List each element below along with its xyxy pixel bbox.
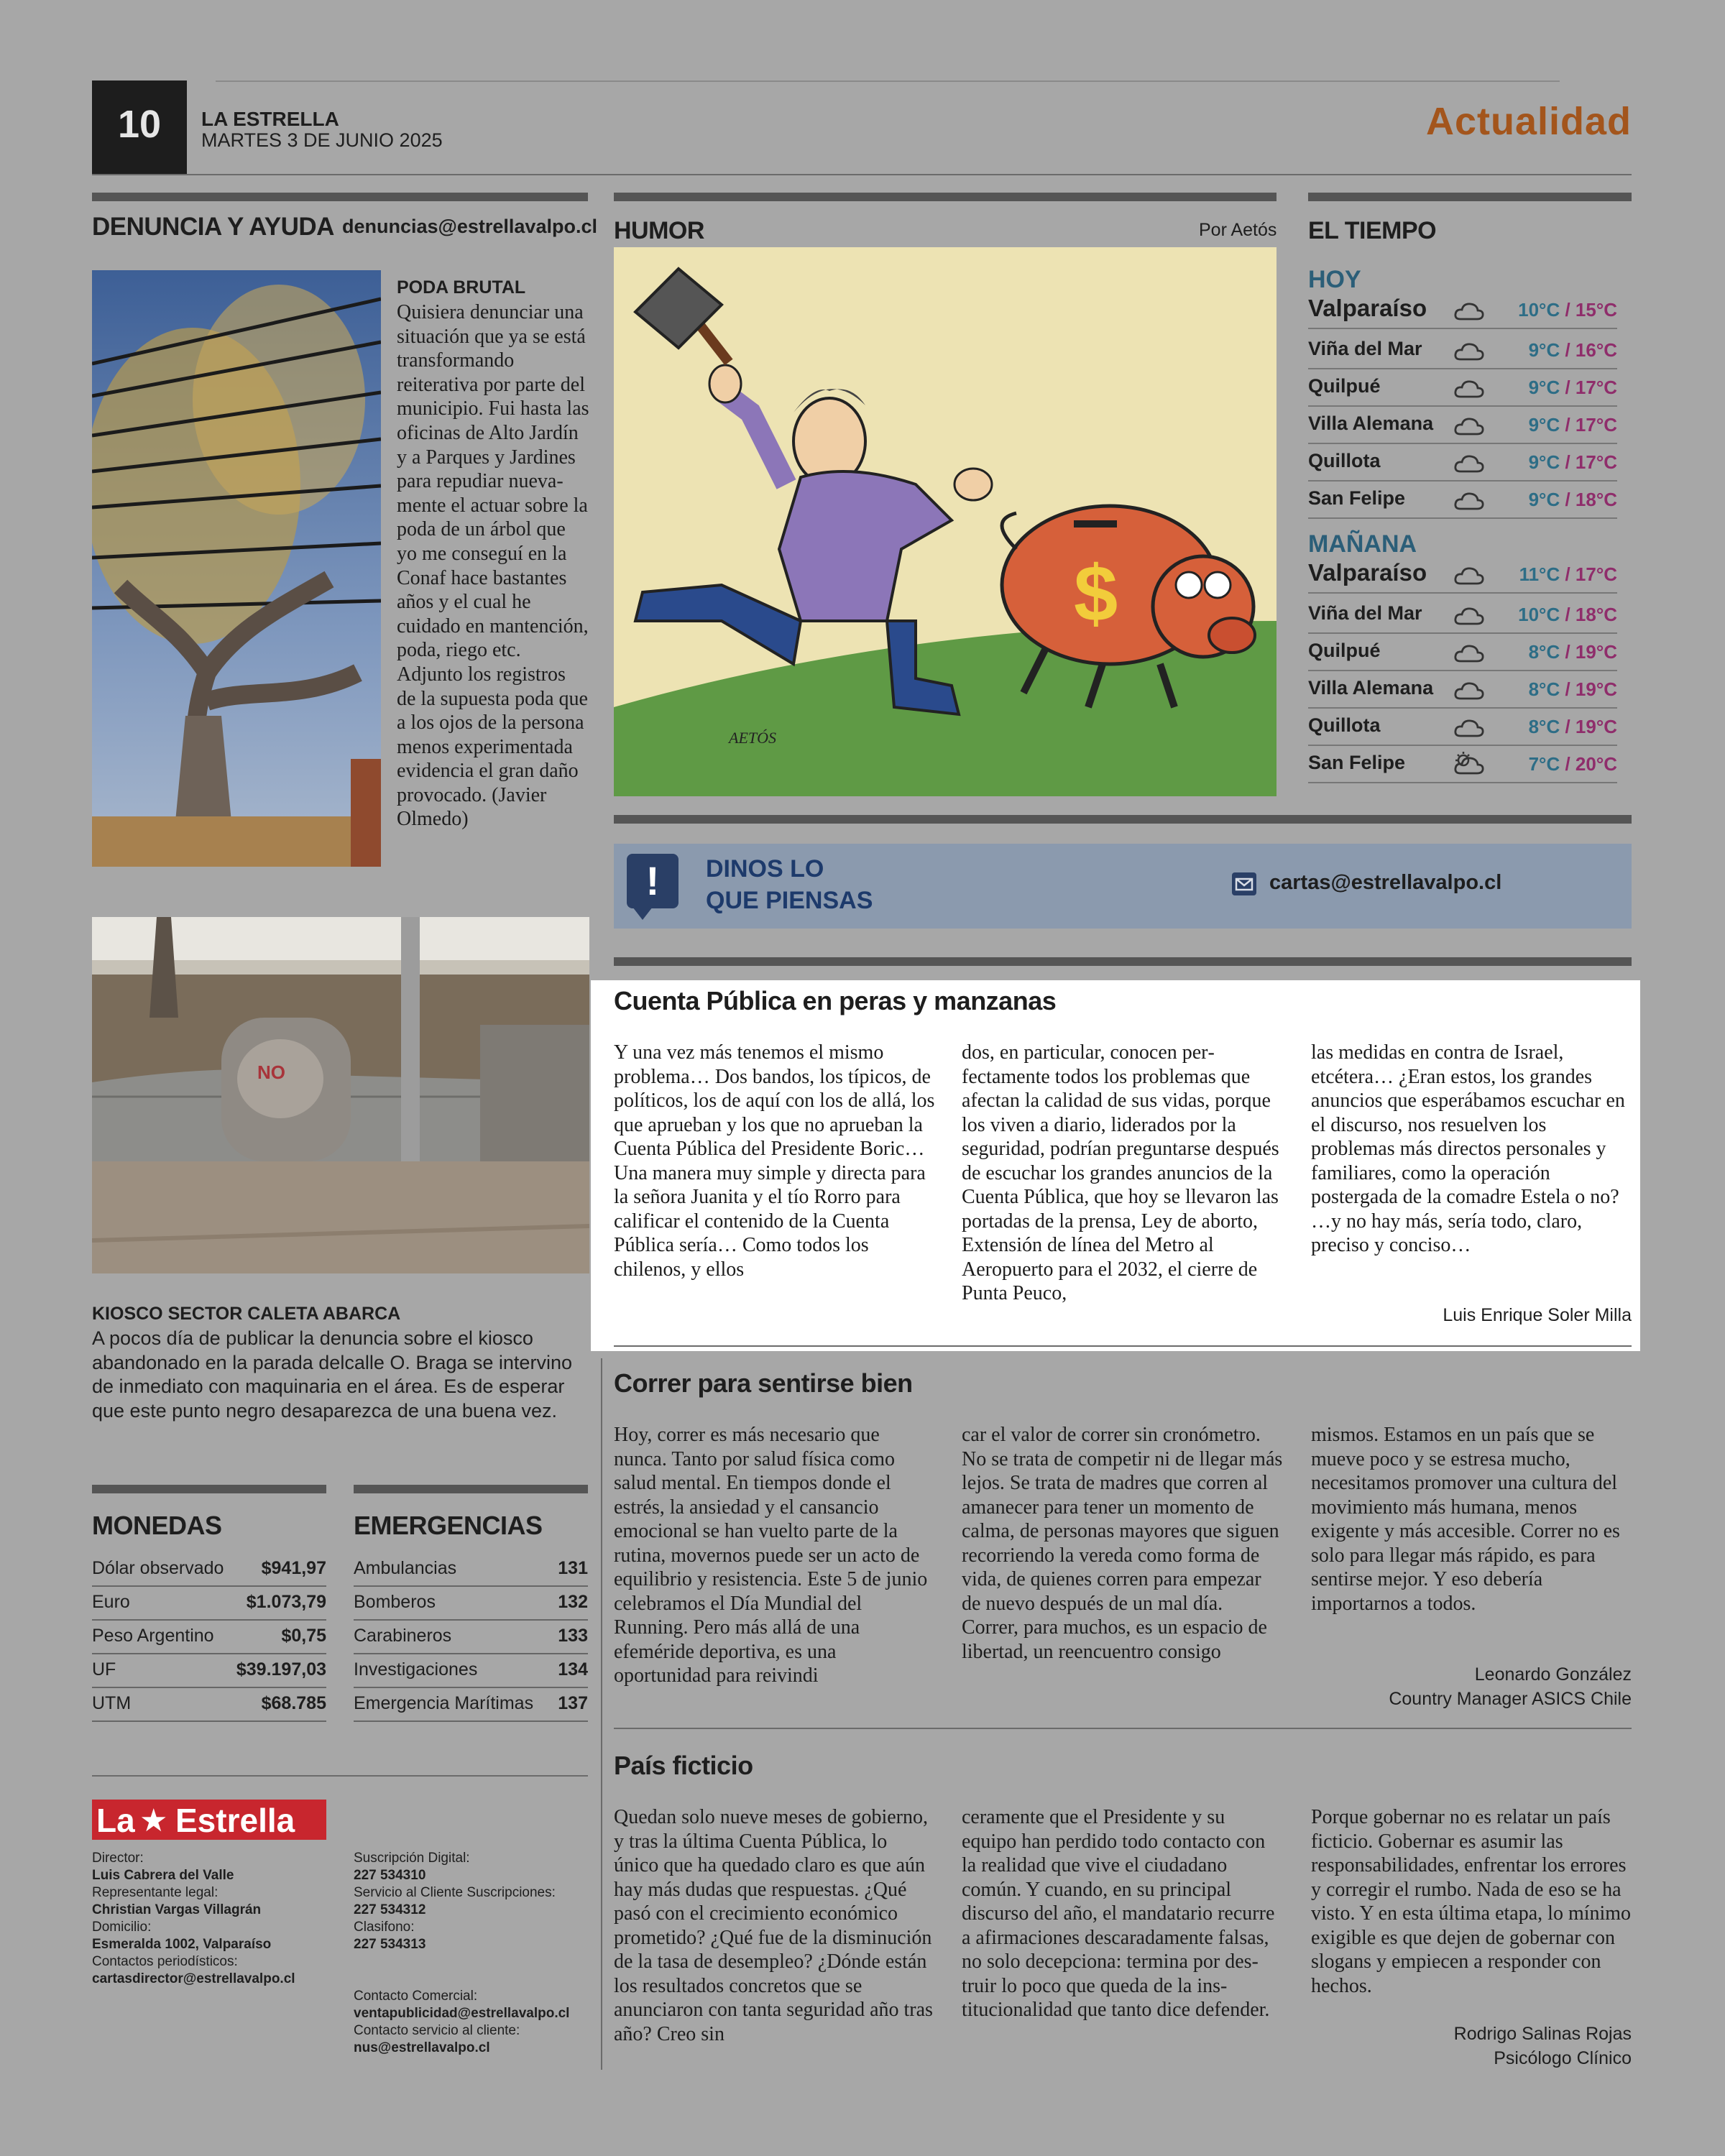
client: 227 534312: [354, 1902, 426, 1917]
emergencias-label: Carabineros: [354, 1626, 452, 1646]
letter2-col3: mismos. Estamos en un país que se mueve poco y se estresa mucho, necesitamos promover una cultura del movimiento más humana, menos exigente y más accesible. Correr no es solo para llegar más rápido, es para sentirse mejor. Y eso debería importarnos a todos.: [1311, 1424, 1620, 1615]
emergencias-row: [354, 1687, 588, 1722]
emergencias-bar: [354, 1485, 588, 1493]
monedas-label: Euro: [92, 1592, 130, 1612]
weather-temp: [1529, 377, 1617, 399]
weather-temp: [1529, 753, 1617, 775]
letter1-col3: las medidas en contra de Israel, etcétera… ¿Eran estos, los grandes anuncios que esperábamos escuchar en el discurso, nos resuelven los problemas más directos personales y familiares, como la operación postergada de la comadre Estela o no? …y no hay más, sería todo, claro, preciso y conciso…: [1311, 1041, 1625, 1256]
weather-city: Valparaíso: [1308, 559, 1427, 586]
partly-cloudy-icon: [1453, 752, 1485, 776]
weather-city: Quillota: [1308, 450, 1381, 471]
dinos-line1: DINOS LO: [706, 855, 824, 883]
item2-text: A pocos día de publicar la denuncia sobre el kiosco abandonado en la parada delcalle O. Braga se intervino de inmediato con maquinaria en el área. Es de esperar que este punto negro desaparezca de una buena vez.: [92, 1327, 572, 1422]
temp-low: 9°C: [1528, 339, 1560, 361]
letter3-author: Rodrigo Salinas Rojas: [1453, 2024, 1632, 2044]
temp-low: 9°C: [1528, 451, 1560, 473]
denuncia-email[interactable]: denuncias@estrellavalpo.cl: [342, 216, 597, 237]
temp-high: 18°C: [1575, 604, 1617, 625]
denuncia-title: DENUNCIA Y AYUDA: [92, 213, 334, 241]
temp-separator: /: [1560, 377, 1576, 398]
today-label: HOY: [1308, 266, 1361, 293]
weather-city: Villa Alemana: [1308, 413, 1434, 434]
temp-high: 16°C: [1575, 339, 1617, 361]
cloud-icon: [1453, 714, 1485, 739]
monedas-label: UTM: [92, 1693, 132, 1713]
rep-label: Representante legal:: [92, 1885, 218, 1900]
letter1-bottom-rule: [614, 1345, 1632, 1347]
weather-temp: [1529, 414, 1617, 436]
letter2-role: Country Manager ASICS Chile: [1389, 1689, 1632, 1709]
temp-separator: /: [1560, 489, 1576, 510]
emergencias-title: EMERGENCIAS: [354, 1511, 543, 1540]
letter1-col2: dos, en particular, conocen perfectamente todos los problemas que afectan la calidad de sus vidas, porque los viven a diario, liderados por la seguridad, podrían preguntarse después de escuchar los grandes anuncios de la Cuenta Pública, que hoy se llevaron las portadas de la prensa, Ley de aborto, Extensión de línea del Metro al Aeropuerto para el 2032, el cierre de Punta Peuco,: [962, 1041, 1279, 1304]
dom: Esmeralda 1002, Valparaíso: [92, 1937, 272, 1952]
rep: Christian Vargas Villagrán: [92, 1902, 262, 1917]
temp-separator: /: [1560, 451, 1576, 473]
monedas-label: UF: [92, 1659, 116, 1680]
weather-city: Quilpué: [1308, 640, 1381, 661]
letter2-col2: car el valor de correr sin cronómetro. No se trata de competir ni de llegar más lejos. Se trata de madres que corren al amanecer para tener un momento de calma, de personas mayores que siguen recorriendo la vereda como forma de vida, de quienes corren para empezar de nuevo después de un mal día. Correr, para muchos, es un espacio de libertad, un reencuentro consigo: [962, 1424, 1283, 1663]
temp-low: 10°C: [1518, 299, 1560, 321]
cartoon-signature: AETÓS: [729, 729, 776, 747]
temp-separator: /: [1560, 299, 1576, 321]
temp-high: 15°C: [1575, 299, 1617, 321]
tomorrow-label: MAÑANA: [1308, 530, 1417, 558]
weather-temp: [1529, 641, 1617, 663]
weather-row: [1308, 558, 1617, 594]
monedas-title: MONEDAS: [92, 1511, 222, 1540]
emergencias-value: 137: [558, 1693, 588, 1713]
monedas-row: [92, 1687, 326, 1722]
weather-row: [1308, 747, 1617, 783]
page-number-box: [92, 80, 187, 174]
staff-right: [354, 1850, 591, 2057]
logo-right: Estrella: [175, 1802, 295, 1839]
temp-high: 19°C: [1575, 716, 1617, 737]
letter2-title: Correr para sentirse bien: [614, 1368, 913, 1398]
speech-bubble-icon: !: [627, 854, 678, 908]
monedas-bar: [92, 1485, 326, 1493]
temp-separator: /: [1560, 339, 1576, 361]
weather-city: San Felipe: [1308, 752, 1406, 773]
weather-row: [1308, 673, 1617, 709]
client-label: Servicio al Cliente Suscripciones:: [354, 1885, 556, 1900]
temp-high: 17°C: [1575, 451, 1617, 473]
temp-low: 9°C: [1528, 414, 1560, 436]
temp-low: 8°C: [1528, 716, 1560, 737]
temp-high: 18°C: [1575, 489, 1617, 510]
contact-label: Contactos periodísticos:: [92, 1954, 238, 1969]
letter3-role: Psicólogo Clínico: [1494, 2048, 1632, 2068]
weather-city: Viña del Mar: [1308, 338, 1422, 359]
clasif: 227 534313: [354, 1937, 426, 1952]
cloud-icon: [1453, 677, 1485, 701]
emergencias-value: 132: [558, 1592, 588, 1612]
temp-low: 11°C: [1519, 563, 1560, 585]
weather-city: Valparaíso: [1308, 295, 1427, 321]
letter2-bottom-rule: [614, 1728, 1632, 1729]
weather-temp: [1529, 678, 1617, 701]
svg-text:$: $: [1074, 550, 1118, 638]
weather-row: [1308, 635, 1617, 671]
temp-separator: /: [1560, 678, 1576, 700]
emergencias-row: [354, 1654, 588, 1688]
weather-temp: [1519, 563, 1617, 586]
cloud-icon: [1453, 487, 1485, 512]
svg-text:NO: NO: [257, 1061, 285, 1083]
emergencias-label: Bomberos: [354, 1592, 436, 1612]
section-title: Actualidad: [1425, 100, 1632, 143]
monedas-value: $68.785: [261, 1693, 326, 1713]
humor-bar: [614, 193, 1276, 201]
cloud-icon: [1453, 298, 1485, 322]
envelope-icon: [1232, 872, 1256, 895]
monedas-row: [92, 1552, 326, 1587]
weather-city: Quillota: [1308, 714, 1381, 736]
weather-temp: [1529, 716, 1617, 738]
tiempo-title: EL TIEMPO: [1308, 217, 1437, 244]
letter3-col3: Porque gobernar no es relatar un país ficticio. Gobernar es asumir las responsabilidades, enfrentar los errores y corregir el rumbo. Nada de eso se ha visto. Y en esta última etapa, lo mínimo exigible es que dejen de gobernar con slogans y empiecen a responder con hechos.: [1311, 1806, 1632, 1997]
sub: 227 534310: [354, 1868, 426, 1883]
sub-label: Suscripción Digital:: [354, 1851, 470, 1866]
humor-title: HUMOR: [614, 217, 704, 244]
weather-row: [1308, 483, 1617, 519]
temp-high: 17°C: [1575, 414, 1617, 436]
cloud-icon: [1453, 602, 1485, 627]
serv[interactable]: nus@estrellavalpo.cl: [354, 2040, 490, 2055]
cartoon: [614, 247, 1276, 796]
weather-temp: [1518, 604, 1617, 626]
page-number: 10: [117, 103, 162, 146]
temp-separator: /: [1560, 716, 1576, 737]
letter3-col1: Quedan solo nueve meses de gobierno, y tras la última Cuenta Pública, lo único que ha quedado claro es que aún hay más dudas que respuestas. ¿Qué pasó con el crecimiento económico prometido? ¿Qué fue de la disminución de la tasa de desempleo? ¿Dónde están los resultados concretos que se anunciaron con tanta seguridad año tras año? Creo sin: [614, 1806, 933, 2045]
temp-separator: /: [1560, 641, 1576, 663]
weather-row: [1308, 710, 1617, 746]
item1-text: Quisiera denunciar una situación que ya se está transformando reiterativa por parte del municipio. Fui hasta las oficinas de Alto Jardín y a Parques y Jardines para repudiar nuevamente el actuar sobre la poda de un árbol que yo me conseguí en la Conaf hace bastantes años y el cual he cuidado en mantención, poda, riego etc. Adjunto los registros de la supuesta poda que a los ojos de la persona menos experimentada evidencia el gran daño provocado. (Javier Olmedo): [397, 301, 589, 831]
monedas-row: [92, 1586, 326, 1621]
monedas-row: [92, 1620, 326, 1654]
header-bottom-rule: [92, 174, 1632, 175]
temp-high: 19°C: [1575, 641, 1617, 663]
dinos-banner: [614, 844, 1632, 929]
com[interactable]: ventapublicidad@estrellavalpo.cl: [354, 2006, 570, 2021]
column-divider: [601, 1358, 602, 2070]
cloud-icon: [1453, 562, 1485, 586]
weather-row: [1308, 408, 1617, 444]
emergencias-label: Investigaciones: [354, 1659, 478, 1680]
monedas-value: $0,75: [281, 1626, 326, 1646]
temp-low: 8°C: [1528, 678, 1560, 700]
logo: [92, 1800, 326, 1840]
serv-label: Contacto servicio al cliente:: [354, 2023, 520, 2038]
temp-high: 17°C: [1575, 377, 1617, 398]
emergencias-value: 133: [558, 1626, 588, 1646]
director-label: Director:: [92, 1851, 144, 1866]
weather-temp: [1529, 339, 1617, 361]
weather-row: [1308, 446, 1617, 482]
monedas-row: [92, 1654, 326, 1688]
weather-row: [1308, 293, 1617, 329]
humor-credit: Por Aetós: [1199, 220, 1277, 240]
star-icon: ★: [139, 1803, 168, 1838]
letter2-col1: Hoy, correr es más necesario que nunca. Tanto por salud física como salud mental. En tiempos donde el estrés, la ansiedad y el cansancio emocional se han vuelto parte de la rutina, movernos puede ser un acto de equilibrio y resistencia. Este 5 de junio celebramos el Día Mundial del Running. Pero más allá de una efeméride deportiva, es una oportunidad para reivindi: [614, 1424, 928, 1687]
temp-separator: /: [1560, 604, 1576, 625]
weather-row: [1308, 598, 1617, 634]
temp-low: 8°C: [1528, 641, 1560, 663]
dinos-line2: QUE PIENSAS: [706, 887, 873, 914]
kiosk-photo: [92, 917, 589, 1273]
cloud-icon: [1453, 413, 1485, 437]
emergencias-row: [354, 1586, 588, 1621]
temp-low: 10°C: [1518, 604, 1560, 625]
temp-separator: /: [1560, 753, 1576, 775]
clasif-label: Clasifono:: [354, 1920, 415, 1935]
temp-low: 9°C: [1528, 489, 1560, 510]
letter1-title: Cuenta Pública en peras y manzanas: [614, 986, 1057, 1015]
emergencias-value: 134: [558, 1659, 588, 1680]
letter2-author: Leonardo González: [1474, 1664, 1632, 1685]
com-label: Contacto Comercial:: [354, 1989, 478, 2004]
cloud-icon: [1453, 338, 1485, 362]
temp-high: 20°C: [1575, 753, 1617, 775]
item2-title: KIOSCO SECTOR CALETA ABARCA: [92, 1304, 401, 1324]
weather-temp: [1529, 489, 1617, 511]
paper-name: LA ESTRELLA: [201, 108, 339, 130]
weather-row: [1308, 371, 1617, 407]
dinos-bar: [614, 815, 1632, 824]
cloud-icon: [1453, 640, 1485, 664]
issue-date: MARTES 3 DE JUNIO 2025: [201, 129, 443, 151]
speech-bubble-tail: [632, 907, 653, 920]
cloud-icon: [1453, 450, 1485, 474]
letter1-col1: Y una vez más tenemos el mismo problema… Dos bandos, los típicos, de políticos, los de aquí con los de allá, los que aprueban y los que no aprueban la Cuenta Pública del Presidente Boric… Una manera muy simple y directa para la señora Juanita y el tío Rorro para calificar el contenido de la Cuenta Pública sería… Como todos los chilenos, y ellos: [614, 1041, 935, 1281]
weather-city: Quilpué: [1308, 375, 1381, 397]
letters-bar: [614, 957, 1632, 966]
emergencias-label: Emergencia Marítimas: [354, 1693, 534, 1713]
emergencias-row: [354, 1620, 588, 1654]
monedas-label: Dólar observado: [92, 1558, 224, 1578]
emergencias-value: 131: [558, 1558, 588, 1578]
tiempo-bar: [1308, 193, 1632, 201]
temp-separator: /: [1560, 414, 1576, 436]
temp-high: 19°C: [1575, 678, 1617, 700]
contact[interactable]: cartasdirector@estrellavalpo.cl: [92, 1971, 295, 1986]
temp-low: 7°C: [1528, 753, 1560, 775]
emergencias-row: [354, 1552, 588, 1587]
header-top-rule: [216, 80, 1560, 82]
monedas-value: $1.073,79: [246, 1592, 326, 1612]
letter3-col2: ceramente que el Presidente y su equipo han perdido todo contacto con la realidad que vive el ciudadano común. Y cuando, en su principal discurso del año, el mandatario recurre a afirmaciones descaradamente falsas, no solo decepciona: termina por destruir lo poco que queda de la institucionalidad que tanto dice defender.: [962, 1806, 1275, 2021]
monedas-value: $941,97: [261, 1558, 326, 1578]
temp-low: 9°C: [1528, 377, 1560, 398]
dom-label: Domicilio:: [92, 1920, 152, 1935]
monedas-label: Peso Argentino: [92, 1626, 214, 1646]
monedas-value: $39.197,03: [236, 1659, 326, 1680]
tree-photo: [92, 270, 381, 867]
letter3-title: País ficticio: [614, 1751, 753, 1780]
logo-left: La: [96, 1802, 135, 1839]
emergencias-label: Ambulancias: [354, 1558, 457, 1578]
denuncia-bar: [92, 193, 588, 201]
director: Luis Cabrera del Valle: [92, 1868, 234, 1883]
item1-title: PODA BRUTAL: [397, 277, 526, 298]
weather-city: San Felipe: [1308, 487, 1406, 509]
dinos-email[interactable]: cartas@estrellavalpo.cl: [1269, 871, 1502, 894]
weather-city: Villa Alemana: [1308, 677, 1434, 699]
temp-separator: /: [1560, 563, 1576, 585]
temp-high: 17°C: [1575, 563, 1617, 585]
cloud-icon: [1453, 375, 1485, 400]
weather-temp: [1529, 451, 1617, 474]
letter1-author: Luis Enrique Soler Milla: [1443, 1305, 1632, 1325]
weather-temp: [1518, 299, 1617, 321]
weather-city: Viña del Mar: [1308, 602, 1422, 624]
weather-row: [1308, 333, 1617, 369]
staff-top-rule: [92, 1775, 588, 1777]
staff-left: [92, 1850, 336, 1988]
